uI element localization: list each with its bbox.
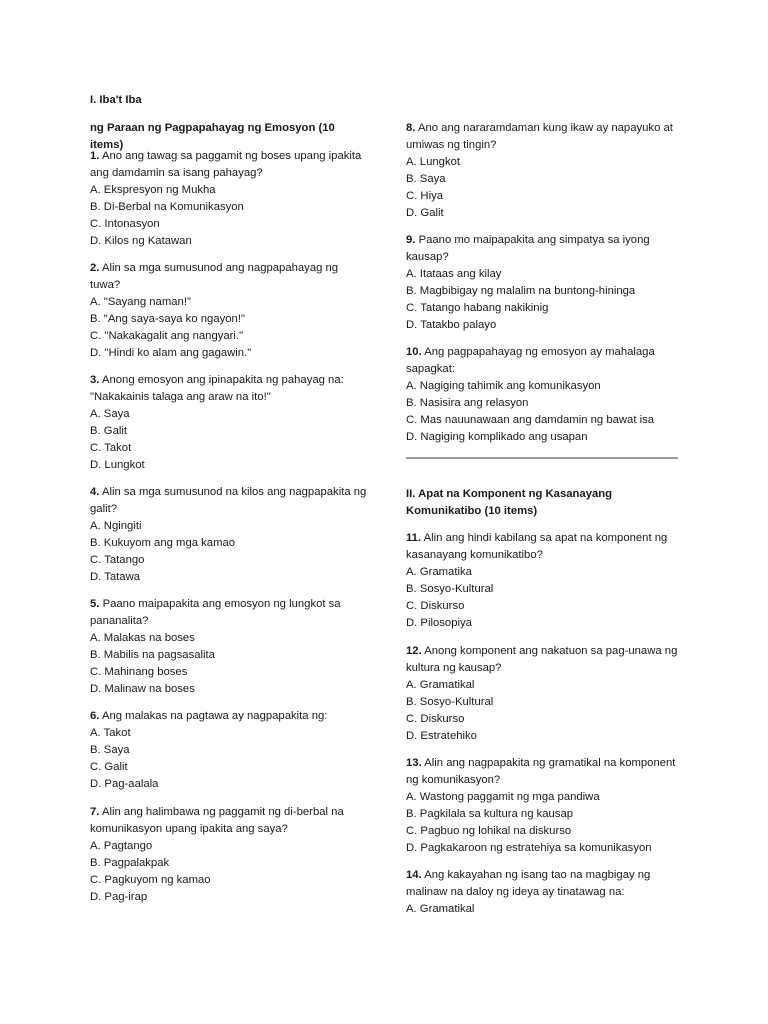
question-8-text	[406, 120, 681, 154]
option-d: D. Pag-irap	[90, 891, 148, 903]
option-c: C. Hiya	[406, 190, 444, 202]
question-4	[90, 484, 368, 586]
question-number: 2.	[90, 262, 100, 274]
question-prompt: Anong emosyon ang ipinapakita ng pahayag na: "Nakakainis talaga ang araw na ito!"	[90, 374, 344, 403]
question-1	[90, 148, 368, 250]
question-13	[406, 755, 681, 857]
option-a: A. Gramatikal	[406, 903, 475, 915]
question-6	[90, 708, 368, 793]
option-d: D. Lungkot	[90, 459, 145, 471]
option-b: B. Di-Berbal na Komunikasyon	[90, 201, 244, 213]
question-12-text	[406, 643, 681, 677]
question-prompt: Ano ang tawag sa paggamit ng boses upang ipakita ang damdamin sa isang pahayag?	[90, 150, 362, 179]
question-14-text	[406, 867, 681, 901]
question-7-text	[90, 804, 368, 838]
question-number: 6.	[90, 710, 100, 722]
question-9-text	[406, 232, 681, 266]
question-number: 13.	[406, 757, 422, 769]
option-c: C. Tatango habang nakikinig	[406, 302, 549, 314]
question-number: 11.	[406, 532, 422, 544]
option-b: B. Nasisira ang relasyon	[406, 397, 529, 409]
option-c: C. Takot	[90, 442, 132, 454]
option-a: A. Ekspresyon ng Mukha	[90, 184, 216, 196]
question-prompt: Alin ang hindi kabilang sa apat na komponent ng kasanayang komunikatibo?	[406, 532, 668, 561]
question-2-text	[90, 260, 368, 294]
section-1-subtitle: ng Paraan ng Pagpapahayag ng Emosyon (10 items)	[90, 122, 335, 151]
question-number: 10.	[406, 346, 422, 358]
question-5-text	[90, 596, 368, 630]
question-1-text	[90, 148, 368, 182]
option-a: A. Gramatika	[406, 566, 472, 578]
question-prompt: Paano maipapakita ang emosyon ng lungkot sa pananalita?	[90, 598, 341, 627]
option-d: D. Pag-aalala	[90, 778, 159, 790]
question-prompt: Ang malakas na pagtawa ay nagpapakita ng:	[101, 710, 328, 722]
option-d: D. Nagiging komplikado ang usapan	[406, 431, 588, 443]
question-14	[406, 867, 681, 918]
question-8	[406, 120, 681, 222]
question-2	[90, 260, 368, 362]
question-number: 14.	[406, 869, 422, 881]
option-a: A. Gramatikal	[406, 679, 475, 691]
question-prompt: Paano mo maipapakita ang simpatya sa iyong kausap?	[406, 234, 650, 263]
question-5	[90, 596, 368, 698]
option-c: C. Intonasyon	[90, 218, 160, 230]
section-divider	[406, 457, 678, 459]
question-13-text	[406, 755, 681, 789]
option-d: D. "Hindi ko alam ang gagawin."	[90, 347, 252, 359]
option-a: A. Malakas na boses	[90, 632, 195, 644]
option-a: A. Wastong paggamit ng mga pandiwa	[406, 791, 600, 803]
option-b: B. "Ang saya-saya ko ngayon!"	[90, 313, 245, 325]
option-b: B. Pagkilala sa kultura ng kausap	[406, 808, 574, 820]
question-prompt: Alin sa mga sumusunod na kilos ang nagpapakita ng galit?	[90, 486, 367, 515]
question-prompt: Alin ang halimbawa ng paggamit ng di-berbal na komunikasyon upang ipakita ang saya?	[90, 806, 344, 835]
option-d: D. Galit	[406, 207, 444, 219]
question-10	[406, 344, 681, 446]
option-b: B. Magbibigay ng malalim na buntong-hininga	[406, 285, 636, 297]
question-number: 1.	[90, 150, 100, 162]
question-number: 5.	[90, 598, 100, 610]
question-number: 3.	[90, 374, 100, 386]
question-number: 8.	[406, 122, 416, 134]
question-6-text	[90, 708, 368, 725]
question-9	[406, 232, 681, 334]
section-2-title	[406, 486, 681, 520]
option-d: D. Tatakbo palayo	[406, 319, 497, 331]
question-3	[90, 372, 368, 474]
section-1-title: I. Iba't Iba	[90, 94, 142, 106]
option-d: D. Tatawa	[90, 571, 141, 583]
question-prompt: Alin sa mga sumusunod ang nagpapahayag ng tuwa?	[90, 262, 339, 291]
question-prompt: Anong komponent ang nakatuon sa pag-unawa ng kultura ng kausap?	[406, 645, 678, 674]
option-b: B. Sosyo-Kultural	[406, 583, 494, 595]
option-c: C. Pagbuo ng lohikal na diskurso	[406, 825, 572, 837]
option-a: A. Saya	[90, 408, 130, 420]
option-d: D. Kilos ng Katawan	[90, 235, 192, 247]
option-a: A. "Sayang naman!"	[90, 296, 191, 308]
question-4-text	[90, 484, 368, 518]
question-3-text	[90, 372, 368, 406]
option-a: A. Takot	[90, 727, 131, 739]
option-a: A. Itataas ang kilay	[406, 268, 502, 280]
option-d: D. Malinaw na boses	[90, 683, 195, 695]
option-a: A. Ngingiti	[90, 520, 142, 532]
question-10-text	[406, 344, 681, 378]
question-11	[406, 530, 681, 632]
question-7	[90, 804, 368, 906]
option-c: C. Galit	[90, 761, 128, 773]
option-a: A. Nagiging tahimik ang komunikasyon	[406, 380, 601, 392]
question-number: 7.	[90, 806, 100, 818]
question-prompt: Alin ang nagpapakita ng gramatikal na komponent ng komunikasyon?	[406, 757, 676, 786]
question-number: 12.	[406, 645, 422, 657]
question-number: 9.	[406, 234, 416, 246]
option-c: C. "Nakakagalit ang nangyari."	[90, 330, 244, 342]
option-a: A. Lungkot	[406, 156, 461, 168]
section-2-title-line2: Komunikatibo (10 items)	[406, 505, 538, 517]
question-11-text	[406, 530, 681, 564]
option-b: B. Pagpalakpak	[90, 857, 170, 869]
question-number: 4.	[90, 486, 100, 498]
option-c: C. Diskurso	[406, 600, 465, 612]
option-b: B. Saya	[90, 744, 130, 756]
section-2-title-line1: II. Apat na Komponent ng Kasanayang	[406, 488, 613, 500]
option-c: C. Tatango	[90, 554, 145, 566]
question-12	[406, 643, 681, 745]
option-b: B. Kukuyom ang mga kamao	[90, 537, 236, 549]
question-prompt: Ang kakayahan ng isang tao na magbigay ng malinaw na daloy ng ideya ay tinatawag na:	[406, 869, 651, 898]
option-b: B. Mabilis na pagsasalita	[90, 649, 215, 661]
option-d: D. Estratehiko	[406, 730, 477, 742]
option-d: D. Pagkakaroon ng estratehiya sa komunikasyon	[406, 842, 652, 854]
option-b: B. Sosyo-Kultural	[406, 696, 494, 708]
option-d: D. Pilosopiya	[406, 617, 472, 629]
question-prompt: Ano ang nararamdaman kung ikaw ay napayuko at umiwas ng tingin?	[406, 122, 673, 151]
option-b: B. Saya	[406, 173, 446, 185]
option-c: C. Mas nauunawaan ang damdamin ng bawat isa	[406, 414, 655, 426]
option-b: B. Galit	[90, 425, 128, 437]
question-prompt: Ang pagpapahayag ng emosyon ay mahalaga sapagkat:	[406, 346, 655, 375]
option-c: C. Pagkuyom ng kamao	[90, 874, 211, 886]
option-c: C. Diskurso	[406, 713, 465, 725]
option-a: A. Pagtango	[90, 840, 153, 852]
option-c: C. Mahinang boses	[90, 666, 188, 678]
